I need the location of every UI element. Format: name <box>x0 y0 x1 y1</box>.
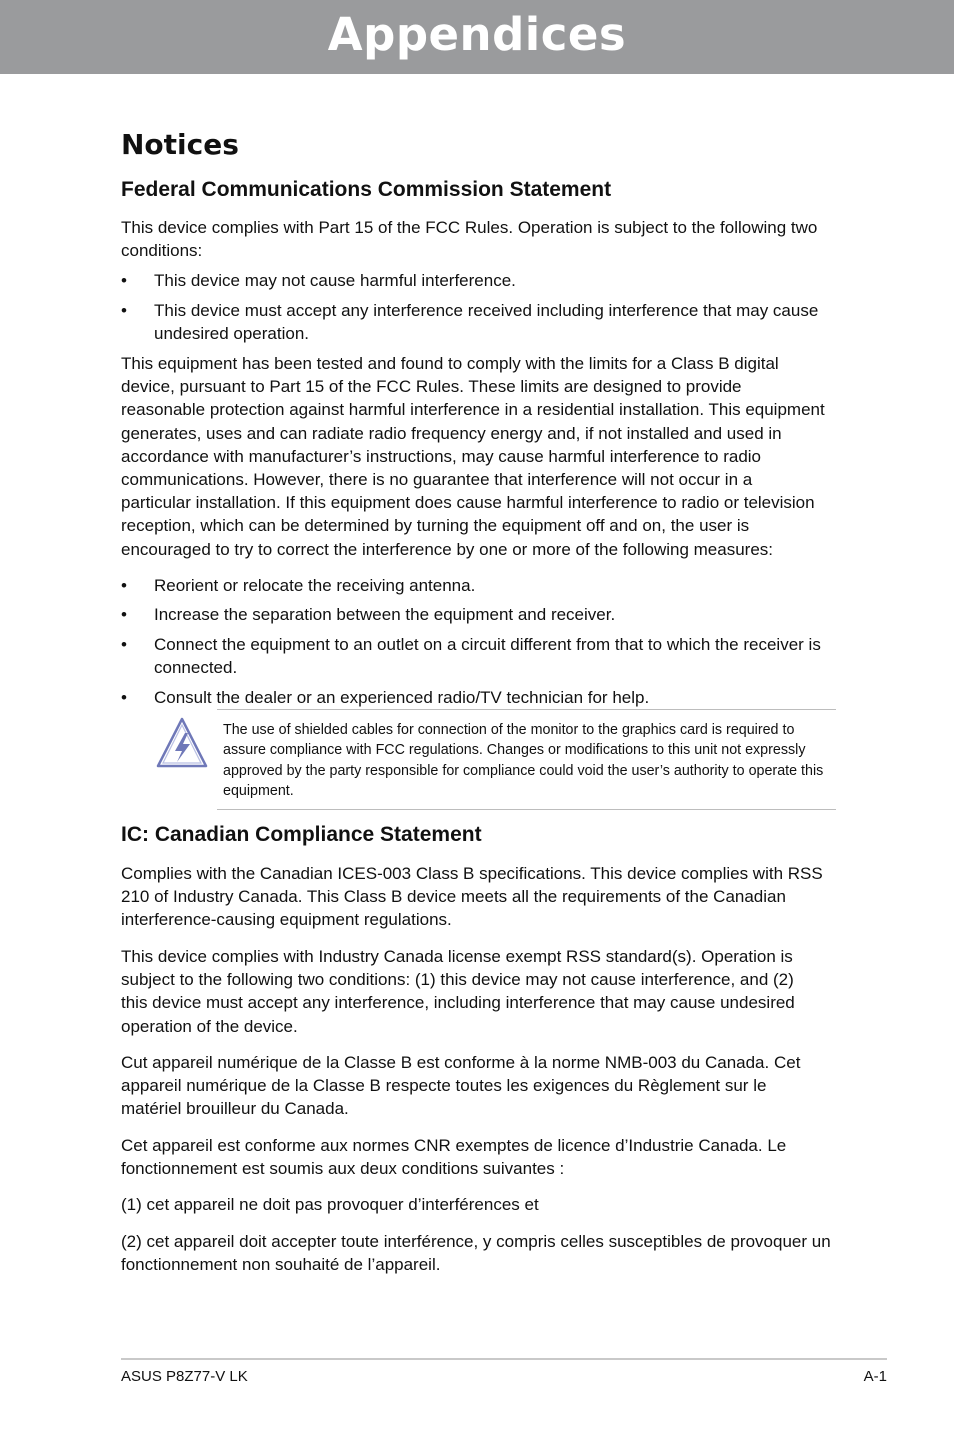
ic-paragraph: Cet appareil est conforme aux normes CNR exemptes de licence d’Industrie Canada. Le fonctionnement est soumis aux deux conditions suivantes : <box>121 1136 787 1179</box>
measure-text: Consult the dealer or an experienced radio/TV technician for help. <box>154 688 650 707</box>
ic-paragraph: Complies with the Canadian ICES-003 Class B specifications. This device complies with RSS 210 of Industry Canada. This Class B device meets all the requirements of the Canadian interference-causing equipment regulations. <box>121 864 823 930</box>
fcc-body: This equipment has been tested and found to comply with the limits for a Class B digital device, pursuant to Part 15 of the FCC Rules. These limits are designed to provide reasonable protection against harmful interference in a residential installation. This equipment generates, uses and can radiate radio frequency energy and, if not installed and used in accordance with manufacturer’s instructions, may cause harmful interference to radio communications. However, there is no guarantee that interference will not occur in a particular installation. If this equipment does cause harmful interference to radio or television reception, which can be determined by turning the equipment off and on, the user is encouraged to try to correct the interference by one or more of the following measures: <box>121 354 825 559</box>
fcc-intro: This device complies with Part 15 of the FCC Rules. Operation is subject to the following two conditions: <box>121 218 818 261</box>
condition-text: This device may not cause harmful interference. <box>154 271 516 290</box>
bullet-marker: • <box>121 576 127 595</box>
note-box <box>217 709 836 810</box>
condition-text: This device must accept any interference received including interference that may cause undesired operation. <box>154 301 819 344</box>
note-text: The use of shielded cables for connection of the monitor to the graphics card is required to assure compliance with FCC regulations. Changes or modifications to this unit not expressly approved by the party responsible for compliance could void the user’s authority to operate this equipment. <box>223 722 824 799</box>
appendices-banner <box>0 0 954 74</box>
ic-paragraph: This device complies with Industry Canada license exempt RSS standard(s). Operation is subject to the following two conditions: (1) this device may not cause interference, and (2) this device must accept any interference, including interference that may cause undesired operation of the device. <box>121 947 795 1036</box>
ic-paragraph: Cut appareil numérique de la Classe B est conforme à la norme NMB-003 du Canada. Cet appareil numérique de la Classe B respecte toutes les exigences du Règlement sur le matériel brouilleur du Canada. <box>121 1053 801 1119</box>
chapter-title: Appendices <box>327 8 627 61</box>
ic-paragraph: (2) cet appareil doit accepter toute interférence, y compris celles susceptibles de provoquer un fonctionnement non souhaité de l’appareil. <box>121 1232 831 1275</box>
measure-text: Increase the separation between the equipment and receiver. <box>154 605 616 624</box>
bullet-marker: • <box>121 271 127 290</box>
bullet-marker: • <box>121 605 127 624</box>
warning-icon <box>155 716 209 770</box>
bullet-marker: • <box>121 301 127 320</box>
footer-product: ASUS P8Z77-V LK <box>121 1368 248 1385</box>
fcc-heading: Federal Communications Commission Statement <box>121 178 612 201</box>
footer-divider <box>121 1358 887 1360</box>
bullet-marker: • <box>121 688 127 707</box>
measure-text: Connect the equipment to an outlet on a circuit different from that to which the receiver is connected. <box>154 635 821 678</box>
ic-heading: IC: Canadian Compliance Statement <box>121 823 482 846</box>
measure-text: Reorient or relocate the receiving antenna. <box>154 576 476 595</box>
ic-paragraph: (1) cet appareil ne doit pas provoquer d’interférences et <box>121 1195 539 1214</box>
section-title: Notices <box>121 128 239 161</box>
bullet-marker: • <box>121 635 127 654</box>
page-number: A-1 <box>863 1368 887 1385</box>
